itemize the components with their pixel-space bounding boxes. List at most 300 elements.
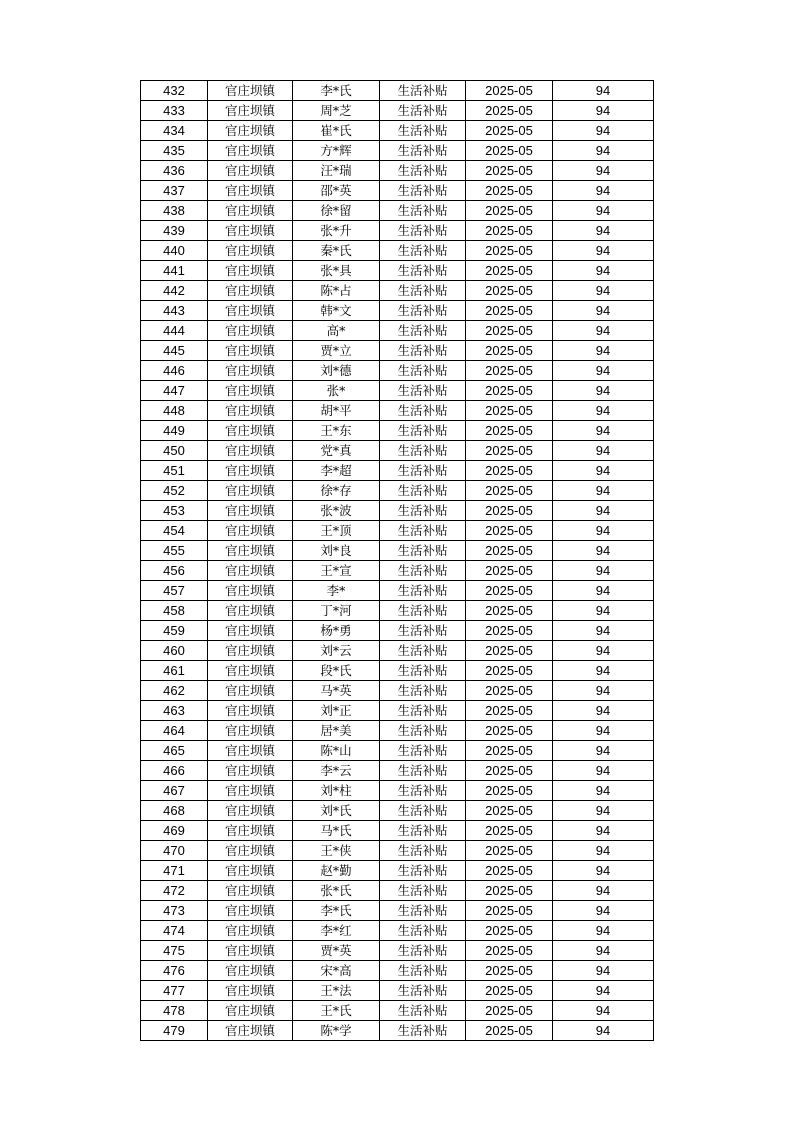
name-cell: 刘*正 (293, 701, 380, 721)
town-cell: 官庄坝镇 (208, 501, 293, 521)
table-row (141, 221, 654, 241)
month-cell: 2025-05 (466, 621, 553, 641)
name-cell: 陈*占 (293, 281, 380, 301)
subsidy-type-cell: 生活补贴 (380, 721, 466, 741)
row-number-cell: 458 (141, 601, 208, 621)
row-number-cell: 447 (141, 381, 208, 401)
month-cell: 2025-05 (466, 721, 553, 741)
subsidy-type-cell: 生活补贴 (380, 181, 466, 201)
town-cell: 官庄坝镇 (208, 461, 293, 481)
town-cell: 官庄坝镇 (208, 881, 293, 901)
amount-cell: 94 (553, 141, 654, 161)
name-cell: 马*氏 (293, 821, 380, 841)
name-cell: 王*宣 (293, 561, 380, 581)
subsidy-type-cell: 生活补贴 (380, 121, 466, 141)
row-number-cell: 437 (141, 181, 208, 201)
month-cell: 2025-05 (466, 761, 553, 781)
amount-cell: 94 (553, 161, 654, 181)
amount-cell: 94 (553, 321, 654, 341)
amount-cell: 94 (553, 821, 654, 841)
amount-cell: 94 (553, 701, 654, 721)
town-cell: 官庄坝镇 (208, 841, 293, 861)
name-cell: 李*氏 (293, 81, 380, 101)
town-cell: 官庄坝镇 (208, 181, 293, 201)
subsidy-type-cell: 生活补贴 (380, 921, 466, 941)
name-cell: 宋*高 (293, 961, 380, 981)
subsidy-type-cell: 生活补贴 (380, 641, 466, 661)
amount-cell: 94 (553, 381, 654, 401)
table-row (141, 521, 654, 541)
town-cell: 官庄坝镇 (208, 701, 293, 721)
month-cell: 2025-05 (466, 321, 553, 341)
table-row (141, 881, 654, 901)
subsidy-type-cell: 生活补贴 (380, 141, 466, 161)
subsidy-type-cell: 生活补贴 (380, 441, 466, 461)
town-cell: 官庄坝镇 (208, 141, 293, 161)
table-row (141, 461, 654, 481)
table-row (141, 241, 654, 261)
name-cell: 王*法 (293, 981, 380, 1001)
row-number-cell: 442 (141, 281, 208, 301)
table-row (141, 121, 654, 141)
month-cell: 2025-05 (466, 521, 553, 541)
amount-cell: 94 (553, 981, 654, 1001)
name-cell: 杨*勇 (293, 621, 380, 641)
month-cell: 2025-05 (466, 101, 553, 121)
month-cell: 2025-05 (466, 981, 553, 1001)
name-cell: 刘*氏 (293, 801, 380, 821)
town-cell: 官庄坝镇 (208, 741, 293, 761)
month-cell: 2025-05 (466, 941, 553, 961)
town-cell: 官庄坝镇 (208, 681, 293, 701)
month-cell: 2025-05 (466, 581, 553, 601)
row-number-cell: 449 (141, 421, 208, 441)
town-cell: 官庄坝镇 (208, 561, 293, 581)
amount-cell: 94 (553, 861, 654, 881)
row-number-cell: 434 (141, 121, 208, 141)
table-row (141, 561, 654, 581)
amount-cell: 94 (553, 581, 654, 601)
table-row (141, 481, 654, 501)
table-row (141, 201, 654, 221)
name-cell: 马*英 (293, 681, 380, 701)
town-cell: 官庄坝镇 (208, 781, 293, 801)
row-number-cell: 453 (141, 501, 208, 521)
row-number-cell: 445 (141, 341, 208, 361)
month-cell: 2025-05 (466, 201, 553, 221)
table-row (141, 961, 654, 981)
row-number-cell: 452 (141, 481, 208, 501)
amount-cell: 94 (553, 661, 654, 681)
row-number-cell: 432 (141, 81, 208, 101)
amount-cell: 94 (553, 681, 654, 701)
row-number-cell: 464 (141, 721, 208, 741)
row-number-cell: 479 (141, 1021, 208, 1041)
name-cell: 王*顶 (293, 521, 380, 541)
town-cell: 官庄坝镇 (208, 421, 293, 441)
name-cell: 张* (293, 381, 380, 401)
name-cell: 张*具 (293, 261, 380, 281)
table-row (141, 181, 654, 201)
subsidy-type-cell: 生活补贴 (380, 481, 466, 501)
row-number-cell: 478 (141, 1001, 208, 1021)
month-cell: 2025-05 (466, 481, 553, 501)
month-cell: 2025-05 (466, 881, 553, 901)
name-cell: 刘*德 (293, 361, 380, 381)
subsidy-type-cell: 生活补贴 (380, 281, 466, 301)
row-number-cell: 474 (141, 921, 208, 941)
table-row (141, 321, 654, 341)
town-cell: 官庄坝镇 (208, 101, 293, 121)
table-row (141, 141, 654, 161)
table-row (141, 681, 654, 701)
subsidy-type-cell: 生活补贴 (380, 701, 466, 721)
month-cell: 2025-05 (466, 461, 553, 481)
town-cell: 官庄坝镇 (208, 301, 293, 321)
amount-cell: 94 (553, 901, 654, 921)
amount-cell: 94 (553, 921, 654, 941)
town-cell: 官庄坝镇 (208, 1001, 293, 1021)
subsidy-type-cell: 生活补贴 (380, 261, 466, 281)
subsidy-type-cell: 生活补贴 (380, 81, 466, 101)
subsidy-type-cell: 生活补贴 (380, 961, 466, 981)
month-cell: 2025-05 (466, 781, 553, 801)
month-cell: 2025-05 (466, 641, 553, 661)
month-cell: 2025-05 (466, 501, 553, 521)
table-row (141, 641, 654, 661)
month-cell: 2025-05 (466, 821, 553, 841)
subsidy-type-cell: 生活补贴 (380, 161, 466, 181)
month-cell: 2025-05 (466, 681, 553, 701)
row-number-cell: 475 (141, 941, 208, 961)
month-cell: 2025-05 (466, 1021, 553, 1041)
name-cell: 胡*平 (293, 401, 380, 421)
month-cell: 2025-05 (466, 601, 553, 621)
table-row (141, 701, 654, 721)
table-row (141, 1001, 654, 1021)
row-number-cell: 468 (141, 801, 208, 821)
town-cell: 官庄坝镇 (208, 621, 293, 641)
row-number-cell: 441 (141, 261, 208, 281)
name-cell: 徐*留 (293, 201, 380, 221)
name-cell: 邵*英 (293, 181, 380, 201)
name-cell: 崔*氏 (293, 121, 380, 141)
name-cell: 段*氏 (293, 661, 380, 681)
table-row (141, 401, 654, 421)
name-cell: 陈*学 (293, 1021, 380, 1041)
row-number-cell: 466 (141, 761, 208, 781)
subsidy-type-cell: 生活补贴 (380, 561, 466, 581)
table-row (141, 941, 654, 961)
name-cell: 王*侠 (293, 841, 380, 861)
amount-cell: 94 (553, 201, 654, 221)
month-cell: 2025-05 (466, 281, 553, 301)
month-cell: 2025-05 (466, 661, 553, 681)
subsidy-type-cell: 生活补贴 (380, 241, 466, 261)
name-cell: 张*氏 (293, 881, 380, 901)
table-row (141, 281, 654, 301)
table-row (141, 621, 654, 641)
name-cell: 贾*立 (293, 341, 380, 361)
month-cell: 2025-05 (466, 381, 553, 401)
subsidy-type-cell: 生活补贴 (380, 781, 466, 801)
amount-cell: 94 (553, 621, 654, 641)
month-cell: 2025-05 (466, 961, 553, 981)
subsidy-type-cell: 生活补贴 (380, 1021, 466, 1041)
month-cell: 2025-05 (466, 121, 553, 141)
table-row (141, 361, 654, 381)
subsidy-type-cell: 生活补贴 (380, 841, 466, 861)
table-row (141, 261, 654, 281)
subsidy-type-cell: 生活补贴 (380, 461, 466, 481)
subsidy-type-cell: 生活补贴 (380, 201, 466, 221)
town-cell: 官庄坝镇 (208, 341, 293, 361)
town-cell: 官庄坝镇 (208, 761, 293, 781)
row-number-cell: 436 (141, 161, 208, 181)
subsidy-type-cell: 生活补贴 (380, 501, 466, 521)
name-cell: 李*超 (293, 461, 380, 481)
row-number-cell: 446 (141, 361, 208, 381)
name-cell: 贾*英 (293, 941, 380, 961)
amount-cell: 94 (553, 221, 654, 241)
row-number-cell: 461 (141, 661, 208, 681)
month-cell: 2025-05 (466, 301, 553, 321)
row-number-cell: 469 (141, 821, 208, 841)
name-cell: 汪*瑞 (293, 161, 380, 181)
row-number-cell: 457 (141, 581, 208, 601)
row-number-cell: 467 (141, 781, 208, 801)
row-number-cell: 477 (141, 981, 208, 1001)
name-cell: 秦*氏 (293, 241, 380, 261)
amount-cell: 94 (553, 1001, 654, 1021)
amount-cell: 94 (553, 101, 654, 121)
table-row (141, 921, 654, 941)
subsidy-type-cell: 生活补贴 (380, 521, 466, 541)
town-cell: 官庄坝镇 (208, 661, 293, 681)
town-cell: 官庄坝镇 (208, 361, 293, 381)
row-number-cell: 476 (141, 961, 208, 981)
town-cell: 官庄坝镇 (208, 941, 293, 961)
town-cell: 官庄坝镇 (208, 641, 293, 661)
amount-cell: 94 (553, 501, 654, 521)
month-cell: 2025-05 (466, 861, 553, 881)
name-cell: 王*东 (293, 421, 380, 441)
row-number-cell: 471 (141, 861, 208, 881)
row-number-cell: 450 (141, 441, 208, 461)
month-cell: 2025-05 (466, 141, 553, 161)
row-number-cell: 448 (141, 401, 208, 421)
row-number-cell: 473 (141, 901, 208, 921)
town-cell: 官庄坝镇 (208, 241, 293, 261)
row-number-cell: 465 (141, 741, 208, 761)
month-cell: 2025-05 (466, 221, 553, 241)
subsidy-type-cell: 生活补贴 (380, 381, 466, 401)
amount-cell: 94 (553, 721, 654, 741)
name-cell: 李*云 (293, 761, 380, 781)
town-cell: 官庄坝镇 (208, 321, 293, 341)
row-number-cell: 435 (141, 141, 208, 161)
town-cell: 官庄坝镇 (208, 121, 293, 141)
town-cell: 官庄坝镇 (208, 441, 293, 461)
amount-cell: 94 (553, 601, 654, 621)
row-number-cell: 438 (141, 201, 208, 221)
amount-cell: 94 (553, 801, 654, 821)
table-row (141, 761, 654, 781)
subsidy-type-cell: 生活补贴 (380, 601, 466, 621)
town-cell: 官庄坝镇 (208, 161, 293, 181)
table-row (141, 721, 654, 741)
row-number-cell: 456 (141, 561, 208, 581)
town-cell: 官庄坝镇 (208, 961, 293, 981)
table-row (141, 1021, 654, 1041)
name-cell: 丁*河 (293, 601, 380, 621)
subsidy-type-cell: 生活补贴 (380, 821, 466, 841)
month-cell: 2025-05 (466, 901, 553, 921)
month-cell: 2025-05 (466, 1001, 553, 1021)
subsidy-type-cell: 生活补贴 (380, 981, 466, 1001)
subsidy-type-cell: 生活补贴 (380, 861, 466, 881)
month-cell: 2025-05 (466, 361, 553, 381)
town-cell: 官庄坝镇 (208, 901, 293, 921)
name-cell: 陈*山 (293, 741, 380, 761)
row-number-cell: 463 (141, 701, 208, 721)
town-cell: 官庄坝镇 (208, 801, 293, 821)
amount-cell: 94 (553, 261, 654, 281)
subsidy-type-cell: 生活补贴 (380, 761, 466, 781)
amount-cell: 94 (553, 961, 654, 981)
name-cell: 刘*柱 (293, 781, 380, 801)
amount-cell: 94 (553, 881, 654, 901)
subsidy-type-cell: 生活补贴 (380, 741, 466, 761)
amount-cell: 94 (553, 781, 654, 801)
subsidy-type-cell: 生活补贴 (380, 341, 466, 361)
month-cell: 2025-05 (466, 841, 553, 861)
amount-cell: 94 (553, 121, 654, 141)
amount-cell: 94 (553, 761, 654, 781)
town-cell: 官庄坝镇 (208, 81, 293, 101)
month-cell: 2025-05 (466, 421, 553, 441)
subsidy-type-cell: 生活补贴 (380, 301, 466, 321)
town-cell: 官庄坝镇 (208, 981, 293, 1001)
table-row (141, 781, 654, 801)
town-cell: 官庄坝镇 (208, 581, 293, 601)
table-row (141, 161, 654, 181)
amount-cell: 94 (553, 361, 654, 381)
table-row (141, 601, 654, 621)
row-number-cell: 440 (141, 241, 208, 261)
name-cell: 刘*云 (293, 641, 380, 661)
name-cell: 李*氏 (293, 901, 380, 921)
town-cell: 官庄坝镇 (208, 401, 293, 421)
town-cell: 官庄坝镇 (208, 261, 293, 281)
month-cell: 2025-05 (466, 241, 553, 261)
table-row (141, 801, 654, 821)
subsidy-type-cell: 生活补贴 (380, 941, 466, 961)
name-cell: 王*氏 (293, 1001, 380, 1021)
name-cell: 张*升 (293, 221, 380, 241)
row-number-cell: 454 (141, 521, 208, 541)
row-number-cell: 451 (141, 461, 208, 481)
amount-cell: 94 (553, 481, 654, 501)
row-number-cell: 443 (141, 301, 208, 321)
row-number-cell: 462 (141, 681, 208, 701)
subsidy-type-cell: 生活补贴 (380, 101, 466, 121)
name-cell: 居*美 (293, 721, 380, 741)
month-cell: 2025-05 (466, 441, 553, 461)
town-cell: 官庄坝镇 (208, 921, 293, 941)
row-number-cell: 439 (141, 221, 208, 241)
amount-cell: 94 (553, 541, 654, 561)
row-number-cell: 455 (141, 541, 208, 561)
month-cell: 2025-05 (466, 741, 553, 761)
table-row (141, 301, 654, 321)
town-cell: 官庄坝镇 (208, 281, 293, 301)
name-cell: 张*波 (293, 501, 380, 521)
row-number-cell: 433 (141, 101, 208, 121)
table-row (141, 381, 654, 401)
amount-cell: 94 (553, 181, 654, 201)
table-row (141, 981, 654, 1001)
town-cell: 官庄坝镇 (208, 201, 293, 221)
month-cell: 2025-05 (466, 921, 553, 941)
table-row (141, 841, 654, 861)
town-cell: 官庄坝镇 (208, 861, 293, 881)
table-row (141, 101, 654, 121)
town-cell: 官庄坝镇 (208, 1021, 293, 1041)
amount-cell: 94 (553, 81, 654, 101)
month-cell: 2025-05 (466, 261, 553, 281)
table-row (141, 441, 654, 461)
town-cell: 官庄坝镇 (208, 481, 293, 501)
amount-cell: 94 (553, 241, 654, 261)
town-cell: 官庄坝镇 (208, 821, 293, 841)
amount-cell: 94 (553, 441, 654, 461)
subsidy-type-cell: 生活补贴 (380, 621, 466, 641)
table-row (141, 861, 654, 881)
subsidy-type-cell: 生活补贴 (380, 401, 466, 421)
month-cell: 2025-05 (466, 541, 553, 561)
town-cell: 官庄坝镇 (208, 601, 293, 621)
amount-cell: 94 (553, 641, 654, 661)
subsidy-type-cell: 生活补贴 (380, 1001, 466, 1021)
amount-cell: 94 (553, 301, 654, 321)
town-cell: 官庄坝镇 (208, 221, 293, 241)
table-row (141, 81, 654, 101)
amount-cell: 94 (553, 561, 654, 581)
name-cell: 李* (293, 581, 380, 601)
month-cell: 2025-05 (466, 801, 553, 821)
row-number-cell: 444 (141, 321, 208, 341)
month-cell: 2025-05 (466, 161, 553, 181)
name-cell: 李*红 (293, 921, 380, 941)
month-cell: 2025-05 (466, 701, 553, 721)
amount-cell: 94 (553, 1021, 654, 1041)
amount-cell: 94 (553, 521, 654, 541)
subsidy-table (140, 80, 654, 1041)
subsidy-type-cell: 生活补贴 (380, 801, 466, 821)
town-cell: 官庄坝镇 (208, 381, 293, 401)
amount-cell: 94 (553, 461, 654, 481)
table-row (141, 501, 654, 521)
town-cell: 官庄坝镇 (208, 541, 293, 561)
town-cell: 官庄坝镇 (208, 521, 293, 541)
amount-cell: 94 (553, 401, 654, 421)
table-row (141, 341, 654, 361)
table-row (141, 581, 654, 601)
table-row (141, 661, 654, 681)
subsidy-type-cell: 生活补贴 (380, 901, 466, 921)
table-body (141, 81, 654, 1041)
